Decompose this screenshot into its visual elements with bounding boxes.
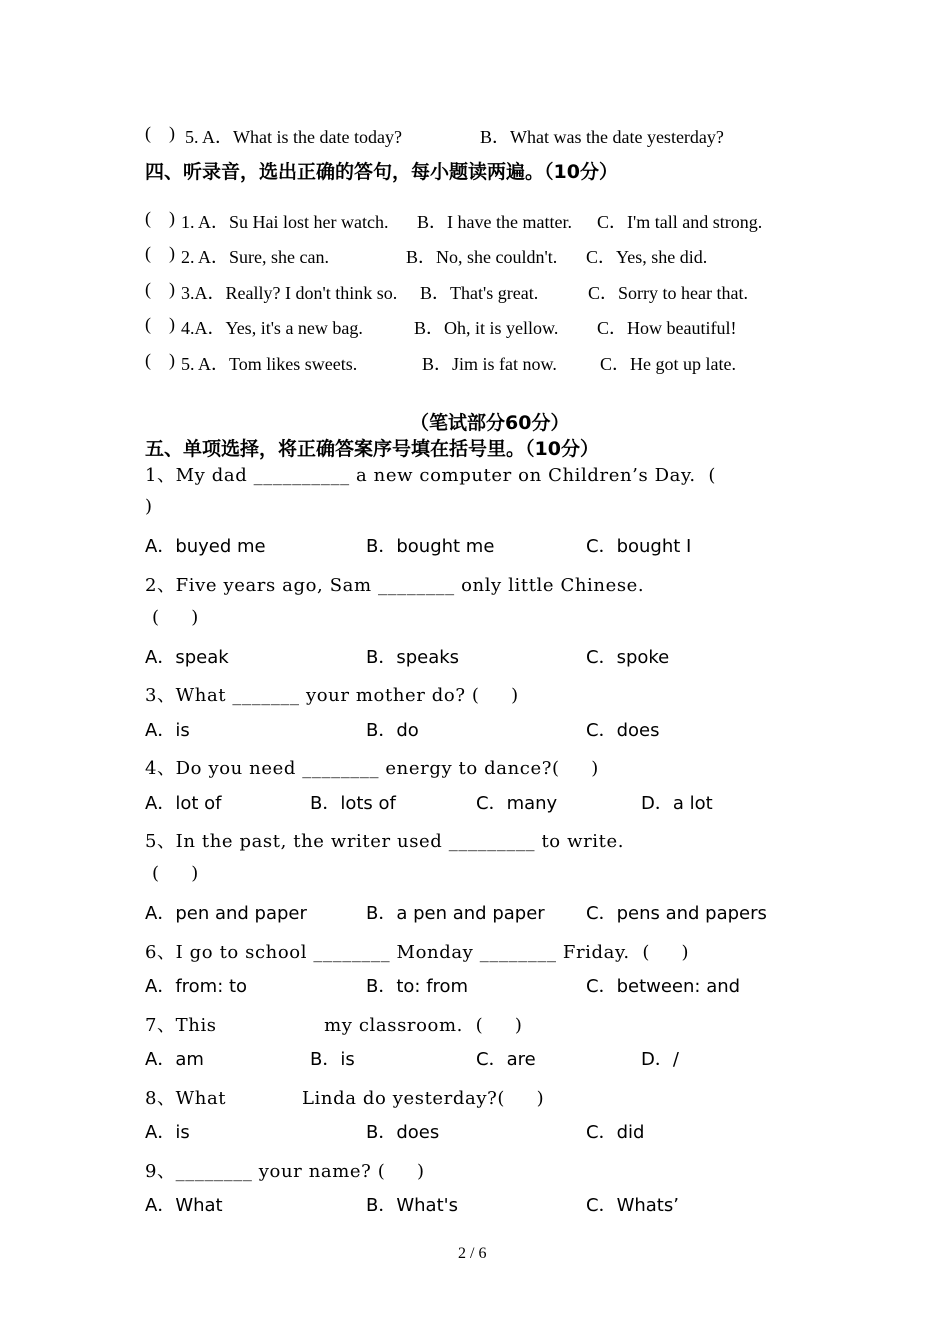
option-c: C．Whats’ [586, 1195, 679, 1216]
question-text: 6、I go to school ________ Monday ________ Friday. ( ) [145, 942, 690, 963]
option-c: C．did [586, 1122, 645, 1143]
option-c: C．between: and [586, 976, 741, 997]
option-d: D．/ [641, 1049, 679, 1070]
answer-paren[interactable]: ( ) [145, 243, 175, 263]
option-b: B．Oh, it is yellow. [414, 318, 559, 338]
option-c: C．I'm tall and strong. [597, 212, 763, 232]
option-a: A．from: to [145, 976, 248, 997]
option-a: 2. A．Sure, she can. [181, 247, 329, 267]
option-a: 1. A．Su Hai lost her watch. [181, 212, 389, 232]
option-b: B．does [366, 1122, 440, 1143]
answer-paren[interactable]: ( ) [152, 607, 199, 628]
question-text: 5. A．What is the date today? [185, 127, 402, 147]
option-b: B．Jim is fat now. [422, 354, 557, 374]
option-c: C．does [586, 720, 660, 741]
question-text: 3、What _______ your mother do? ( ) [145, 685, 519, 706]
option-c: C．How beautiful! [597, 318, 737, 338]
option-a: A．is [145, 1122, 190, 1143]
answer-paren[interactable]: ( ) [145, 279, 175, 299]
question-text: 7、This my classroom. ( ) [145, 1015, 523, 1036]
option-c: C．spoke [586, 647, 670, 668]
option-c: C．are [476, 1049, 536, 1070]
answer-paren[interactable]: ( ) [145, 208, 175, 228]
section-five-heading: 五、单项选择，将正确答案序号填在括号里。（10分） [145, 438, 599, 460]
option-b: B．lots of [310, 793, 396, 814]
option-b: B．I have the matter. [417, 212, 572, 232]
option-a: A．is [145, 720, 190, 741]
option-c: C．pens and papers [586, 903, 767, 924]
option-b: B．speaks [366, 647, 460, 668]
answer-paren[interactable]: ( ) [145, 350, 175, 370]
option-b: B．do [366, 720, 419, 741]
question-text: 5、In the past, the writer used _________ to write. [145, 831, 625, 852]
option-b: B．No, she couldn't. [406, 247, 558, 267]
option-c: C．many [476, 793, 558, 814]
answer-paren[interactable]: ( ) [145, 123, 175, 143]
option-b: B．That's great. [420, 283, 539, 303]
option-c: C．He got up late. [600, 354, 736, 374]
question-text: 1、My dad __________ a new computer on Children’s Day. ( [145, 465, 716, 486]
option-c: C．Yes, she did. [586, 247, 708, 267]
section-four-heading: 四、听录音，选出正确的答句，每小题读两遍。（10分） [145, 161, 618, 183]
question-text: 2、Five years ago, Sam ________ only little Chinese. [145, 575, 645, 596]
answer-paren[interactable]: ) [145, 496, 153, 517]
option-a: 4.A．Yes, it's a new bag. [181, 318, 363, 338]
question-text: 8、What Linda do yesterday?( ) [145, 1088, 545, 1109]
option-b: B．bought me [366, 536, 495, 557]
option-b: B．a pen and paper [366, 903, 545, 924]
written-part-title: （笔试部分60分） [410, 412, 570, 434]
question-text: 9、________ your name? ( ) [145, 1161, 425, 1182]
option-b: B．What was the date yesterday? [480, 127, 724, 147]
option-c: C．bought I [586, 536, 692, 557]
question-text: 4、Do you need ________ energy to dance?( ) [145, 758, 599, 779]
option-a: A．am [145, 1049, 204, 1070]
option-a: A．pen and paper [145, 903, 307, 924]
option-b: B．is [310, 1049, 355, 1070]
option-d: D．a lot [641, 793, 713, 814]
option-a: A．buyed me [145, 536, 266, 557]
answer-paren[interactable]: ( ) [145, 314, 175, 334]
option-b: B．What's [366, 1195, 458, 1216]
option-a: A．lot of [145, 793, 222, 814]
page-number: 2 / 6 [458, 1245, 487, 1262]
answer-paren[interactable]: ( ) [152, 863, 199, 884]
option-a: A．What [145, 1195, 223, 1216]
option-a: 3.A．Really? I don't think so. [181, 283, 398, 303]
option-b: B．to: from [366, 976, 469, 997]
option-a: 5. A．Tom likes sweets. [181, 354, 358, 374]
option-a: A．speak [145, 647, 229, 668]
option-c: C．Sorry to hear that. [588, 283, 748, 303]
